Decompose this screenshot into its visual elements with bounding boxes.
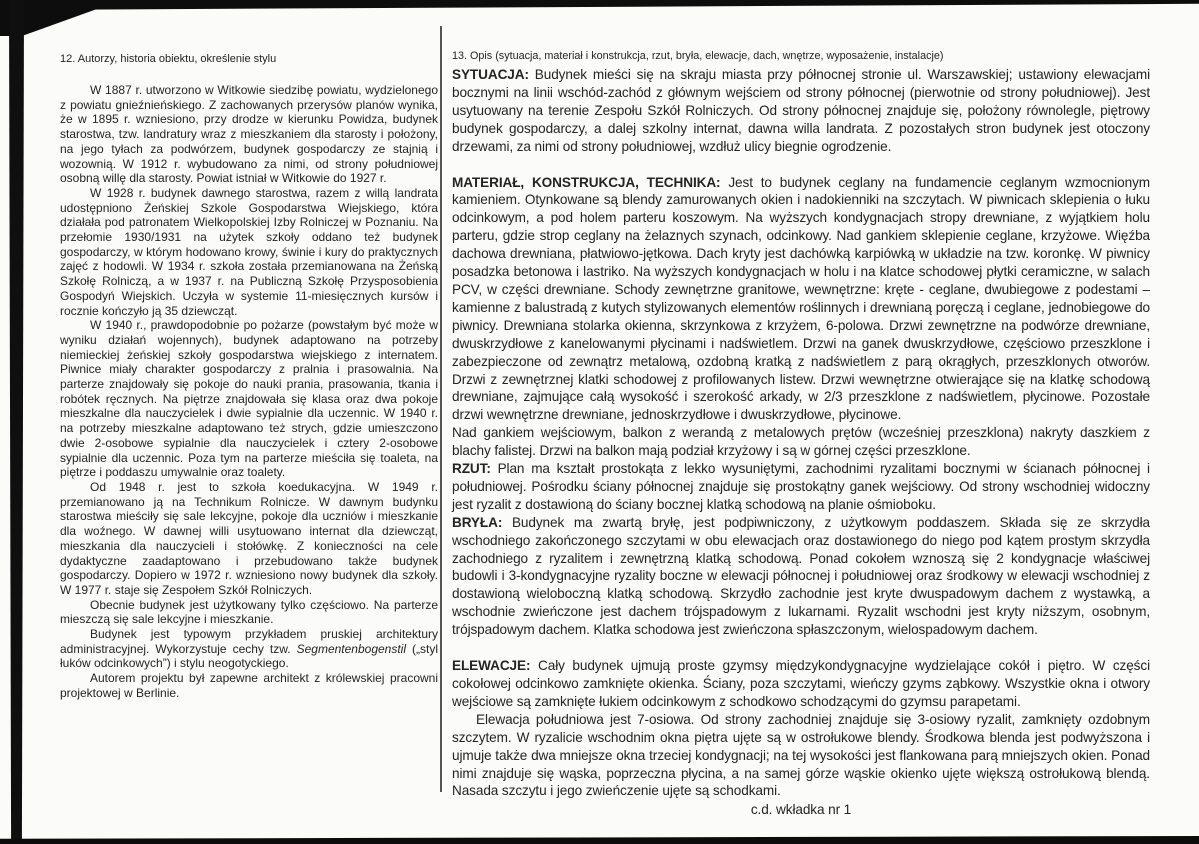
material-text: Jest to budynek ceglany na fundamencie ceglanym wzmocnionym kamieniem. Otynkowane są blendy zamurowanych okien i nadokienniki na szczytach. W piwnicach sklepienia o łuku odcinkowym, a pod holem parteru koszowym. Na wyższych kondygnacjach stropy drewniane, z wyjątkiem holu parteru, gdzie strop ceglany na żelaznych szynach, odcinkowy. Nad gankiem sklepienie ceglane, krzyżowe. Więźba dachowa drewniana, płatwiowo-jętkowa. Dach kryty jest dachówką karpiówką w układzie na tzw. koronkę. W piwnicy posadzka betonowa i lastriko. Na wyższych kondygnacjach w holu i na klatce schodowej płytki ceramiczne, w salach PCV, w części drewniane. Schody zewnętrzne granitowe, wewnętrzne: kręte - ceglane, dwubiegowe z podestami – kamienne z balustradą z kutych stylizowanych elementów roślinnych i drewnianą poręczą i ceglane, jednobiegowe do piwnicy. Drewniana stolarka okienna, skrzynkowa z krzyżem, 6-polowa. Drzwi zewnętrzne na podwórze drewniane, dwuskrzydłowe z kanelowanymi płycinami i nadświetlem. Drzwi na ganek dwuskrzydłowe, częściowo przeszklone i zabezpieczone od zewnątrz metalową, ozdobną kratką z nadświetlem z parą okrągłych, przeszklonych otworów. Drzwi z zewnętrznej klatki schodowej z profilowanych listew. Drzwi wewnętrzne otwierające się na klatkę schodową drewniane, zajmujące całą wysokość i szerokość arkady, w 2/3 przeszklone z nadświetlem, płycinowe. Pozostałe drzwi wewnętrzne drewniane, jednoskrzydłowe i dwuskrzydłowe, płycinowe. [452,174,1150,423]
scan-edge-top [0,0,1199,10]
section-13-header: 13. Opis (sytuacja, materiał i konstrukcja, rzut, bryła, elewacje, dach, wnętrze, wyposażenie, instalacje) [452,50,944,62]
bryla-text: Budynek ma zwartą bryłę, jest podpiwniczony, z użytkowym poddaszem. Składa się ze skrzydła wschodniego zakończonego szczytami w obu elewacjach oraz dostawionego do niego pod kątem prostym skrzydła zachodniego z ryzalitem i zewnętrzną klatką schodową. Ponad cokołem wznoszą się 2 kondygnacje właściwej budowli i 3-kondygnacyjne ryzality boczne w elewacji północnej i południowej oraz środkowy w elewacji wschodniej z dostawioną wieloboczną klatką schodową. Skrzydło zachodnie jest kryte dwuspadowym dachem z wystawką, a wschodnie zwieńczone jest dachem trójspadowym z lukarnami. Ryzalit wschodni jest kryty niższym, osobnym, trójspadowym dachem. Klatka schodowa jest zwieńczona spłaszczonym, wielospadowym dachem. [452,514,1150,638]
bryla-label: BRYŁA: [452,514,503,530]
style-term-italic: Segmentenbogenstil [296,641,407,656]
style-paragraph-before: Budynek jest typowym przykładem pruskiej architektury administracyjnej. Wykorzystuje cechy tzw. [60,627,438,656]
balkon-text: Nad gankiem wejściowym, balkon z werandą z metalowych prętów (wcześniej przeszklona) nakryty daszkiem z blachy falistej. Drzwi na balkon mają podział krzyżowy i są w górnej części przeszklone. [452,425,1150,459]
section-12-authors-history [60,53,438,701]
description-bryla [452,514,1150,639]
author-paragraph: Autorem projektu był zapewne architekt z królewskiej pracowni projektowej w Berlinie. [60,671,438,700]
style-paragraph [60,627,438,671]
column-divider-line [440,26,442,792]
elewacja-poludniowa-text: Elewacja południowa jest 7-osiowa. Od strony zachodniej znajduje się 3-osiowy ryzalit, zamknięty ozdobnym szczytem. W ryzalicie wschodnim okna piętra ujęte są w ostrołukowe blendy. Środkowa blenda jest podwyższona i ujmuje także dwa mniejsze okna trzeciej kondygnacji; na tej wysokości jest flankowana parą mniejszych okien. Ponad nimi znajduje się wąska, poprzeczna płycina, a na samej górze wąskie okienko ujęte większą ostrołukową blendą. Nasada szczytu i jego zwieńczenie ujęte są schodkami. [452,711,1150,799]
rzut-label: RZUT: [452,461,491,477]
section-12-header: 12. Autorzy, historia obiektu, określenie stylu [60,53,277,65]
description-rzut [452,460,1150,514]
elewacje-label: ELEWACJE: [452,658,531,674]
scan-edge-bottom [0,836,1199,844]
continuation-note: c.d. wkładka nr 1 [750,802,852,818]
style-paragraph-after: („styl łuków odcinkowych”) i stylu neogotyckiego. [60,641,438,671]
history-paragraph-current-use: Obecnie budynek jest użytkowany tylko częściowo. Na parterze mieszczą się sale lekcyjne i mieszkanie. [60,597,438,627]
sytuacja-label: SYTUACJA: [452,67,529,82]
scan-edge-left [9,0,24,844]
description-balkon [452,424,1150,460]
history-paragraph-1887: W 1887 r. utworzono w Witkowie siedzibę powiatu, wydzielonego z powiatu gnieźnieńskiego. Z zachowanych przerysów planów wynika, że w 1895 r. wzniesiono, przy drodze w kierunku Powidza, budynek starostwa, tzw. landratury wraz z mieszkaniem dla starosty i położony, na jego tyłach za podwórzem, budynek gospodarczy ze stajnią i wozownią. W 1912 r. wybudowano za nimi, od strony południowej osobną willę dla starosty. Powiat istniał w Witkowie do 1927 r. [60,83,438,186]
history-paragraph-1948: Od 1948 r. jest to szkoła koedukacyjna. W 1949 r. przemianowano ją na Technikum Rolnicze. W dawnym budynku starostwa mieściły się sale lekcyjne, pokoje dla uczniów i mieszkanie dla woźnego. W dawnej willi usytuowano internat dla dziewcząt, mieszkania dla nauczycieli i stołówkę. Z konieczności na cele dydaktyczne zaadaptowano i przebudowano także budynek gospodarczy. Dopiero w 1972 r. wzniesiono nowy budynek dla szkoły. W 1977 r. staje się Zespołem Szkół Rolniczych. [60,479,438,597]
history-paragraph-1928: W 1928 r. budynek dawnego starostwa, razem z willą landrata udostępniono Żeńskiej Szkole Gospodarstwa Wiejskiego, która działała pod patronatem Wielkopolskiej Izby Rolniczej w Poznaniu. Na przełomie 1930/1931 na użytek szkoły oddano też budynek gospodarczy, w którym hodowano krowy, świnie i kury do praktycznych zajęć z hodowli. W 1934 r. szkoła została przemianowana na Żeńską Szkołę Rolniczą, a w 1937 r. na Publiczną Szkołę Przysposobienia Gospodyń Wiejskich. Uczyła w systemie 11-miesięcznych kursów i rocznie kończyło ją 35 dziewcząt. [60,185,438,318]
material-label: MATERIAŁ, KONSTRUKCJA, TECHNIKA: [452,174,721,190]
rzut-text: Plan ma kształt prostokąta z lekko wysuniętymi, zachodnimi ryzalitami bocznymi w ścianach północnej i południowej. Pośrodku ściany północnej znajduje się prostokątny ganek wejściowy. Od strony wschodniej widoczny jest ryzalit z dostawioną do ściany bocznej klatką schodową na planie ośmioboku. [452,461,1150,512]
description-elewacja-poludniowa [452,711,1150,801]
description-elewacje [452,657,1150,711]
description-material-konstrukcja [452,174,1150,425]
section-13-description [452,50,1150,819]
sytuacja-text: Budynek mieści się na skraju miasta przy północnej stronie ul. Warszawskiej; ustawiony elewacjami bocznymi na linii wschód-zachód z głównym wejściem od strony północnej (pierwotnie od strony południowej). Jest usytuowany na terenie Zespołu Szkół Rolniczych. Od strony północnej znajduje się, położony równolegle, piętrowy budynek gospodarczy, a dalej szkolny internat, dawna willa landrata. Z pozostałych stron budynek jest otoczony drzewami, za nimi od strony południowej, wzdłuż ulicy biegnie ogrodzenie. [452,67,1150,154]
history-paragraph-1940: W 1940 r., prawdopodobnie po pożarze (powstałym być może w wyniku działań wojennych), budynek adaptowano na potrzeby niemieckiej żeńskiej szkoły gospodarstwa wiejskiego z internatem. Piwnice miały charakter gospodarczy z pralnia i prasowalnia. Na parterze znajdowały się pokoje do nauki prania, prasowania, tkania i robótek ręcznych. Na piętrze znajdowała się klasa oraz dwa pokoje mieszkalne dla nauczycielek i dwie sypialnie dla uczennic. W 1940 r. na potrzeby mieszkalne adaptowano też strych, gdzie umieszczono dwie 2-osobowe sypialnie dla nauczycielek i cztery 2-osobowe sypialnie dla uczennic. Poza tym na parterze mieściła się toaleta, na piętrze i poddaszu umywalnie oraz toalety. [60,318,438,480]
elewacje-text: Cały budynek ujmują proste gzymsy międzykondygnacyjne wydzielające cokół i piętro. W części cokołowej odcinkowo zamknięte okienka. Ściany, poza szczytami, wieńczy gzyms ząbkowy. Wszystkie okna i otwory wejściowe są zamknięte łukiem odcinkowym z schodkowo schodzącymi do gzymsu parapetami. [452,658,1150,709]
description-sytuacja [452,66,1150,156]
